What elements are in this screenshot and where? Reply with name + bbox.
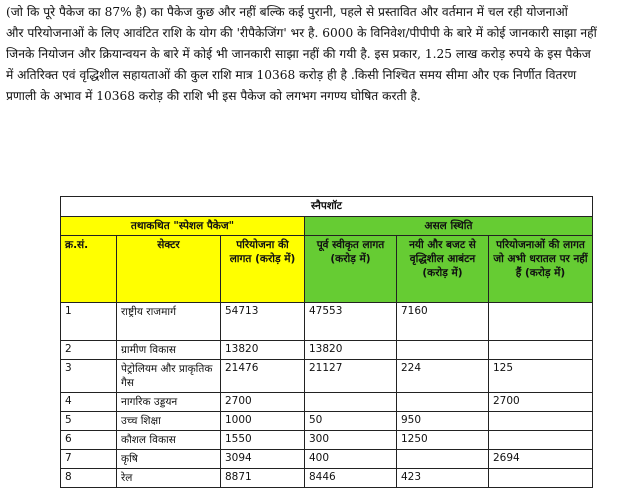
table-cell: 300 (305, 431, 397, 450)
table-cell: 423 (397, 469, 489, 488)
table-group-row (61, 217, 593, 236)
table-cell: 5 (61, 412, 117, 431)
table-cell: 1000 (221, 412, 305, 431)
group-header-actual-status: असल स्थिति (305, 217, 593, 236)
table-cell: 7160 (397, 303, 489, 341)
table-cell (489, 469, 593, 488)
table-cell (305, 393, 397, 412)
table-cell: 50 (305, 412, 397, 431)
group-header-special-package: तथाकथित "स्पेशल पैकेज" (61, 217, 305, 236)
table-cell: 125 (489, 360, 593, 393)
table-cell: 1 (61, 303, 117, 341)
table-cell: 950 (397, 412, 489, 431)
table-cell: पेट्रोलियम और प्राकृतिक गैस (117, 360, 221, 393)
table-cell: 7 (61, 450, 117, 469)
table-cell: 1250 (397, 431, 489, 450)
table-row (61, 303, 593, 341)
table-cell: 2700 (489, 393, 593, 412)
table-cell: 2 (61, 341, 117, 360)
table-row (61, 412, 593, 431)
table-cell: 3094 (221, 450, 305, 469)
table-cell: राष्ट्रीय राजमार्ग (117, 303, 221, 341)
table-cell (489, 303, 593, 341)
table-title: स्नैपशॉट (61, 197, 593, 217)
table-cell: 8 (61, 469, 117, 488)
table-row (61, 360, 593, 393)
table-cell: 21127 (305, 360, 397, 393)
header-pre-approved: पूर्व स्वीकृत लागत (करोड़ में) (305, 236, 397, 303)
table-cell: 13820 (221, 341, 305, 360)
table-cell: 6 (61, 431, 117, 450)
paragraph-line: में अतिरिक्त एवं वृद्धिशील सहायताओं की कुल राशि मात्र 10368 करोड़ ही है .किसी निश्चित समय सीमा और एक निर्णीत वितरण (6, 68, 577, 82)
table-cell: उच्च शिक्षा (117, 412, 221, 431)
table-cell (397, 393, 489, 412)
header-project-cost: परियोजना की लागत (करोड़ में) (221, 236, 305, 303)
header-new-allocation: नयी और बजट से वृद्धिशील आबंटन (करोड़ में) (397, 236, 489, 303)
snapshot-table (60, 196, 593, 488)
table-cell: 47553 (305, 303, 397, 341)
table-cell: कौशल विकास (117, 431, 221, 450)
table-cell (489, 341, 593, 360)
table-cell: नागरिक उड्डयन (117, 393, 221, 412)
header-sector: सेक्टर (117, 236, 221, 303)
table-cell (397, 341, 489, 360)
table-cell: 1550 (221, 431, 305, 450)
paragraph-line: (जो कि पूरे पैकेज का 87% है) का पैकेज कुछ और नहीं बल्कि कई पुरानी, पहले से प्रस्तावित और वर्तमान में चल रही योजनाओं (6, 5, 568, 19)
table-row (61, 469, 593, 488)
table-row (61, 393, 593, 412)
table-cell (397, 450, 489, 469)
paragraph-line: जिनके नियोजन और क्रियान्वयन के बारे में कोई भी जानकारी साझा नहीं की गयी है. इस प्रकार, 1.25 लाख करोड़ रुपये के इस पैकेज (6, 47, 591, 61)
table-cell: 4 (61, 393, 117, 412)
table-cell: ग्रामीण विकास (117, 341, 221, 360)
table-title-row (61, 197, 593, 217)
paragraph-line: प्रणाली के अभाव में 10368 करोड़ की राशि भी इस पैकेज को लगभग नगण्य घोषित करती है. (6, 89, 421, 103)
paragraph-line: और परियोजनाओं के लिए आवंटित राशि के योग की 'रीपैकेजिंग' भर है. 6000 के विनिवेश/पीपीपी के बारे में कोई जानकारी साझा नहीं (6, 26, 597, 40)
table-row (61, 450, 593, 469)
table-cell: 8871 (221, 469, 305, 488)
table-cell: रेल (117, 469, 221, 488)
table-cell: 8446 (305, 469, 397, 488)
table-cell: 3 (61, 360, 117, 393)
table-row (61, 431, 593, 450)
table-cell: कृषि (117, 450, 221, 469)
header-not-grounded: परियोजनाओं की लागत जो अभी धरातल पर नहीं हैं (करोड़ में) (489, 236, 593, 303)
table-cell: 2694 (489, 450, 593, 469)
header-serial: क्र.सं. (61, 236, 117, 303)
table-header-row (61, 236, 593, 303)
table-row (61, 341, 593, 360)
table-cell (489, 412, 593, 431)
table-cell: 54713 (221, 303, 305, 341)
table-cell: 21476 (221, 360, 305, 393)
table-cell: 13820 (305, 341, 397, 360)
table-cell (489, 431, 593, 450)
intro-paragraph (6, 2, 634, 107)
table-cell: 2700 (221, 393, 305, 412)
table-cell: 400 (305, 450, 397, 469)
table-cell: 224 (397, 360, 489, 393)
